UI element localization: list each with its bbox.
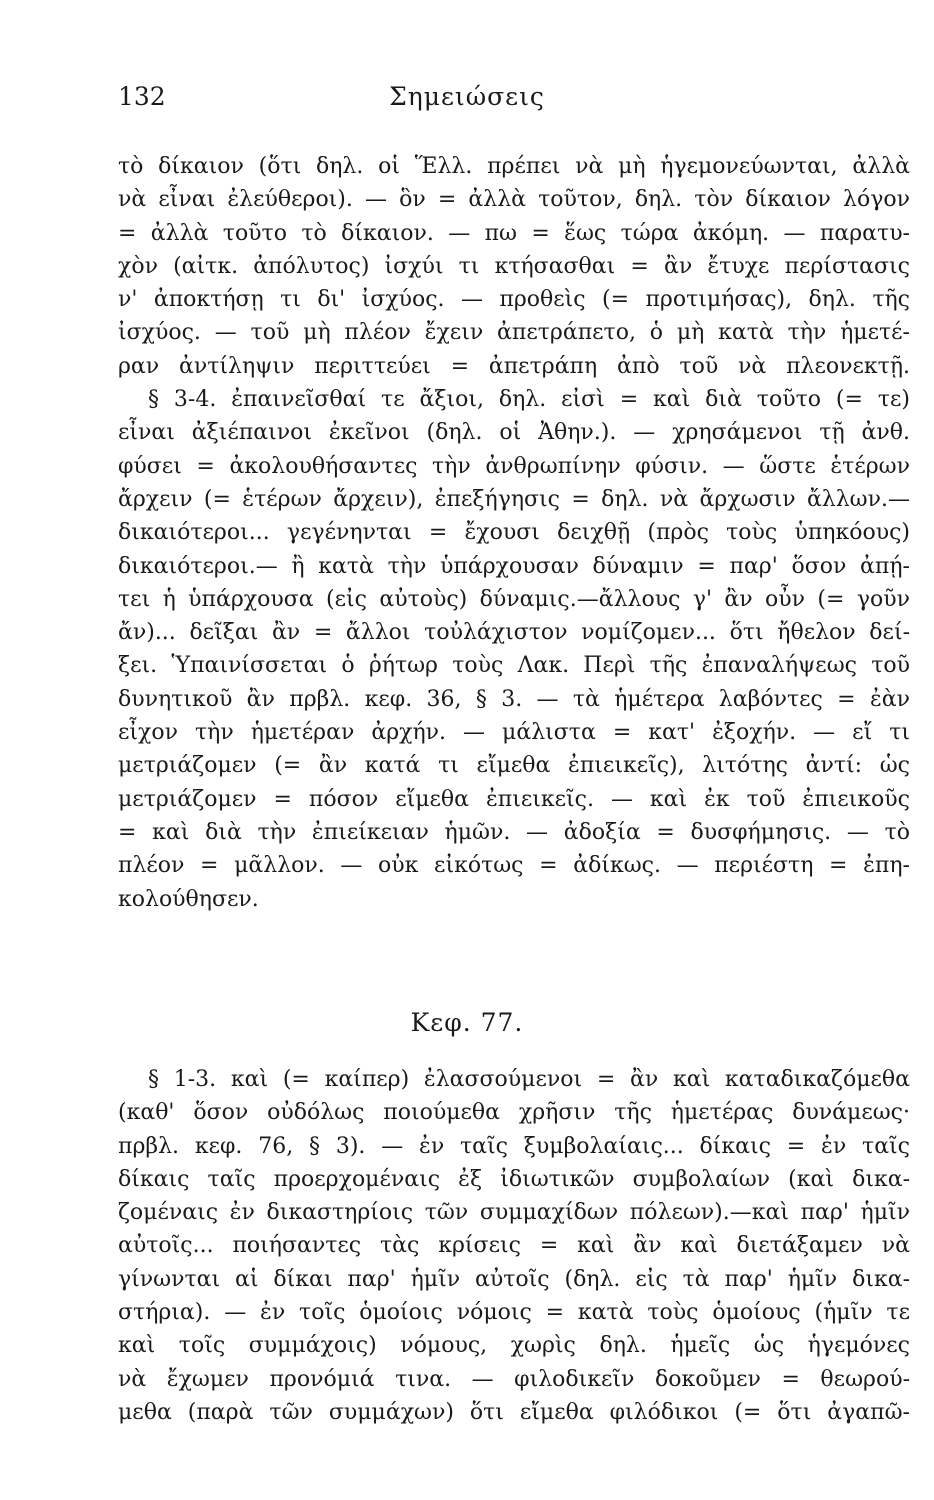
text-line: ν' ἀποκτήσῃ τι δι' ἰσχύος. — προθεὶς (= προτιμήσας), δηλ. τῆς [118,287,910,313]
text-line: νὰ εἶναι ἐλεύθεροι). — ὃν = ἀλλὰ τοῦτον, δηλ. τὸν δίκαιον λόγον [118,187,910,213]
page-number: 132 [118,82,166,111]
page-header [0,82,934,122]
text-line: ραν ἀντίληψιν περιττεύει = ἀπετράπη ἀπὸ τοῦ νὰ πλεονεκτῇ. [118,353,910,379]
text-line: τει ἡ ὑπάρχουσα (εἰς αὐτοὺς) δύναμις.—ἄλλους γ' ἂν οὖν (= γοῦν [118,586,910,612]
text-line: ἰσχύος. — τοῦ μὴ πλέον ἔχειν ἀπετράπετο, ὁ μὴ κατὰ τὴν ἡμετέ- [118,320,910,346]
running-title: Σημειώσεις [389,82,545,111]
text-line: κολούθησεν. [118,886,259,912]
text-line: πλέον = μᾶλλον. — οὐκ εἰκότως = ἀδίκως. — περιέστη = ἐπη- [118,853,910,879]
chapter-heading: Κεφ. 77. [410,1008,524,1037]
text-line: δικαιότεροι... γεγένηνται = ἔχουσι δειχθῇ (πρὸς τοὺς ὑπηκόους) [118,520,910,546]
text-line: δίκαις ταῖς προερχομέναις ἐξ ἰδιωτικῶν συμβολαίων (καὶ δικα- [118,1166,910,1192]
text-line: μετριάζομεν (= ἂν κατά τι εἴμεθα ἐπιεικεῖς), λιτότης ἀντί: ὡς [118,753,910,779]
text-line: ξει. Ὑπαινίσσεται ὁ ῥήτωρ τοὺς Λακ. Περὶ τῆς ἐπαναλήψεως τοῦ [118,653,910,679]
text-line: μετριάζομεν = πόσον εἴμεθα ἐπιεικεῖς. — καὶ ἐκ τοῦ ἐπιεικοῦς [118,786,910,812]
text-line: § 3-4. ἐπαινεῖσθαί τε ἄξιοι, δηλ. εἰσὶ = καὶ διὰ τοῦτο (= τε) [148,387,910,413]
text-line: γίνωνται αἱ δίκαι παρ' ἡμῖν αὐτοῖς (δηλ. εἰς τὰ παρ' ἡμῖν δικα- [118,1266,910,1292]
text-line: εἶχον τὴν ἡμετέραν ἀρχήν. — μάλιστα = κατ' ἐξοχήν. — εἴ τι [118,720,910,746]
text-line: ζομέναις ἐν δικαστηρίοις τῶν συμμαχίδων πόλεων).—καὶ παρ' ἡμῖν [118,1200,910,1226]
text-line: (καθ' ὅσον οὐδόλως ποιούμεθα χρῆσιν τῆς ἡμετέρας δυνάμεως· [118,1100,910,1126]
text-line: δικαιότεροι.— ἢ κατὰ τὴν ὑπάρχουσαν δύναμιν = παρ' ὅσον ἀπῄ- [118,553,910,579]
text-line: φύσει = ἀκολουθήσαντες τὴν ἀνθρωπίνην φύσιν. — ὥστε ἑτέρων [118,453,910,479]
text-line: καὶ τοῖς συμμάχοις) νόμους, χωρὶς δηλ. ἡμεῖς ὡς ἡγεμόνες [118,1333,910,1359]
text-line: δυνητικοῦ ἂν πρβλ. κεφ. 36, § 3. — τὰ ἡμέτερα λαβόντες = ἐὰν [118,686,910,712]
text-line: ἄν)... δεῖξαι ἂν = ἄλλοι τοὐλάχιστον νομίζομεν... ὅτι ἤθελον δεί- [118,620,910,646]
text-line: εἶναι ἀξιέπαινοι ἐκεῖνοι (δηλ. οἱ Ἀθην.). — χρησάμενοι τῇ ἀνθ. [118,420,910,446]
text-line: αὐτοῖς... ποιήσαντες τὰς κρίσεις = καὶ ἂν καὶ διετάξαμεν νὰ [118,1233,910,1259]
text-line: = καὶ διὰ τὴν ἐπιείκειαν ἡμῶν. — ἀδοξία = δυσφήμησις. — τὸ [118,819,910,845]
text-line: ἄρχειν (= ἑτέρων ἄρχειν), ἐπεξήγησις = δηλ. νὰ ἄρχωσιν ἄλλων.— [118,486,910,512]
text-line: στήρια). — ἐν τοῖς ὁμοίοις νόμοις = κατὰ τοὺς ὁμοίους (ἡμῖν τε [118,1300,910,1326]
text-line: τὸ δίκαιον (ὅτι δηλ. οἱ Ἕλλ. πρέπει νὰ μὴ ἡγεμονεύωνται, ἀλλὰ [118,154,910,179]
text-line: νὰ ἔχωμεν προνόμιά τινα. — φιλοδικεῖν δοκοῦμεν = θεωρού- [118,1366,910,1392]
text-line: πρβλ. κεφ. 76, § 3). — ἐν ταῖς ξυμβολαίαις... δίκαις = ἐν ταῖς [118,1133,910,1159]
text-line: § 1-3. καὶ (= καίπερ) ἐλασσούμενοι = ἂν καὶ καταδικαζόμεθα [148,1067,910,1092]
notes-paragraph-2 [118,1063,910,1429]
text-line: χὸν (αἰτκ. ἀπόλυτος) ἰσχύι τι κτήσασθαι = ἂν ἔτυχε περίστασις [118,253,910,279]
text-line: = ἀλλὰ τοῦτο τὸ δίκαιον. — πω = ἕως τώρα ἀκόμη. — παρατυ- [118,220,910,246]
text-line: μεθα (παρὰ τῶν συμμάχων) ὅτι εἴμεθα φιλόδικοι (= ὅτι ἀγαπῶ- [118,1399,910,1425]
notes-paragraph-1 [118,150,910,916]
